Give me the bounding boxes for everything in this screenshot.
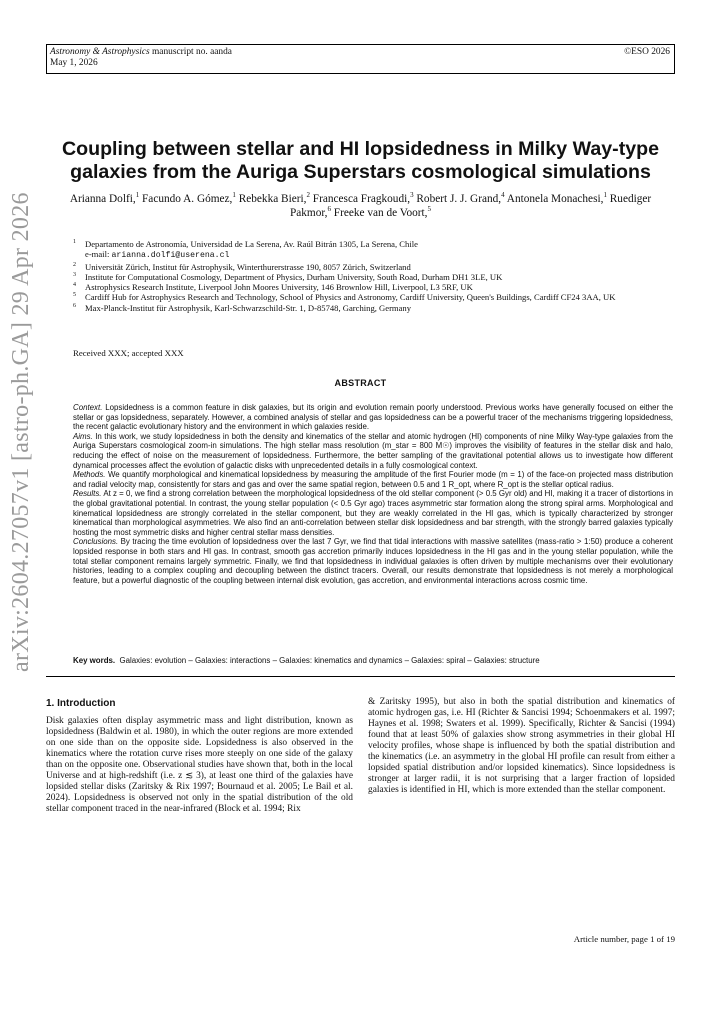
author: Arianna Dolfi,$^1$ xyxy=(69,191,140,205)
keywords: Key words. Galaxies: evolution – Galaxies: interactions – Galaxies: kinematics and dynamics – Galaxies: spiral – Galaxies: structure xyxy=(73,656,540,665)
affiliation-item: 3 Institute for Computational Cosmology, Department of Physics, Durham University, South Road, Durham DH1 3LE, UK xyxy=(73,271,503,282)
left-column-text: Disk galaxies often display asymmetric mass and light distribution, known as lopsidedness (Baldwin et al. 1980), in which the outer regions are more extended on one side than on the opposite side. Lopsidedness is also observed in the kinematics where the rotation curve rises more steeply on one side of the galaxy than on the opposite one. Observational studies have shown that, both in the local Universe and at high-redshift (i.e. z ≲ 3), at least one third of the galaxies have lopsided stellar disks (Zaritsky & Rix 1997; Bournaud et al. 2005; Le Bail et al. 2024). Lopsidedness is observed not only in the spatial distribution of the old stellar component traced in the near-infrared (Block et al. 1994; Rix xyxy=(46,716,353,814)
section-heading: 1. Introduction xyxy=(46,698,116,709)
abstract-aims: Aims. In this work, we study lopsidedness in both the density and kinematics of the stellar and atomic hydrogen (HI) components of nine Milky Way-type galaxies from the Auriga Superstars cosmological zoom-in simulations. The high stellar mass resolution (m_star = 800 M☉) improves the visibility of features in the stellar disk and halo, reducing the effect of noise on the measurement of lopsidedness. Furthermore, the better sampling of the gravitational potential allows us to investigate how different dynamical processes affect the evolution of galactic disks with unprecedented details in a fully cosmological context. xyxy=(73,431,673,470)
abstract-body xyxy=(73,403,673,585)
arxiv-stamp[interactable]: arXiv:2604.27057v1 [astro-ph.GA] 29 Apr 2026 xyxy=(8,192,34,672)
affiliation-item: 5 Cardiff Hub for Astrophysics Research and Technology, School of Physics and Astronomy, Cardiff University, Queen's Buildings, Cardiff CF24 3AA, UK xyxy=(73,292,616,303)
copyright: ©ESO 2026 xyxy=(624,47,670,57)
journal-name: Astronomy & Astrophysics xyxy=(50,47,150,57)
author: Rebekka Bieri,$^2$ xyxy=(235,191,310,205)
affiliation-item: 4 Astrophysics Research Institute, Liverpool John Moores University, 146 Brownlow Hill, Liverpool, L3 5RF, UK xyxy=(73,282,473,293)
received-date: Received XXX; accepted XXX xyxy=(73,348,184,358)
divider xyxy=(46,676,675,677)
author: Freeke van de Voort,$^5$ xyxy=(330,204,432,219)
affiliation-item: 6 Max-Planck-Institut für Astrophysik, Karl-Schwarzschild-Str. 1, D-85748, Garching, Germany xyxy=(73,302,412,313)
abstract-conclusions: Conclusions. By tracing the time evolution of lopsidedness over the last 7 Gyr, we find that tidal interactions with massive satellites (mass-ratio > 1:50) produce a coherent lopsided response in both stars and HI gas. In contrast, smooth gas accretion primarily induces lopsidedness in the HI gas and in the young stellar population, while the total stellar component remains largely symmetric. Finally, we find that lopsidedness in individual galaxies is often driven by multiple mechanisms over their evolutionary histories, leading to a complex coupling and decoupling between the distinct tracers. Overall, our results demonstrate that lopsidedness is not merely a morphological feature, but a powerful diagnostic of the coupling between internal disk evolution, gas accretion, and environmental interactions across cosmic time. xyxy=(73,537,673,585)
abstract-results: Results. At z = 0, we find a strong correlation between the morphological lopsidedness of the old stellar component (> 0.5 Gyr old) and HI, making it a tracer of distortions in the global gravitational potential. In contrast, the young stellar population (< 0.5 Gyr ago) traces asymmetric star formation along the strong spiral arms. Morphological and kinematical lopsidedness are strongly correlated in the stellar component, but they are weakly correlated in the HI gas, which is typically characterized by stronger kinematical than morphological asymmetries. We also find an anti-correlation between stellar disk lopsidedness and bar strength, with the strongly barred galaxies typically hosting the most symmetric disks and higher central stellar mass densities. xyxy=(73,489,673,537)
email-link[interactable]: arianna.dolfi@userena.cl xyxy=(111,251,230,261)
author: Ruediger Pakmor,$^6$ xyxy=(289,193,652,219)
affiliations xyxy=(73,239,673,313)
paper-title: Coupling between stellar and HI lopsidedness in Milky Way-type galaxies from the Auriga Superstars cosmological simulations xyxy=(62,138,659,183)
manuscript-number: manuscript no. aanda xyxy=(149,47,232,57)
affiliation-item: 1 Departamento de Astronomía, Universidad de La Serena, Av. Raúl Bitrán 1305, La Serena, Chile e-mail: arianna.dolfi@userena.cl xyxy=(73,239,418,261)
abstract-methods: Methods. We quantify morphological and kinematical lopsidedness by measuring the amplitude of the first Fourier mode (m = 1) of the face-on projected mass distribution and radial velocity map, consistently for stars and gas and over the same spatial region, between 0.5 and 1 R_opt, where R_opt is the stellar optical radius. xyxy=(73,470,673,489)
header-journal-info xyxy=(50,47,232,69)
author: Robert J. J. Grand,$^4$ xyxy=(413,191,505,205)
abstract-context: Context. Lopsidedness is a common feature in disk galaxies, but its origin and evolution remain poorly understood. Previous works have generally focused on either the stellar or gas lopsidedness, separately. However, a combined analysis of stellar and gas lopsidedness can be a powerful tracer of the mechanisms triggering lopsidedness, the recent galactic evolutionary history and the environment in which galaxies reside. xyxy=(73,403,673,432)
header-date: May 1, 2026 xyxy=(50,58,98,68)
right-column-text: & Zaritsky 1995), but also in both the spatial distribution and kinematics of atomic hydrogen gas, i.e. HI (Richter & Sancisi 1994; Schoenmakers et al. 1997; Haynes et al. 1998; Swaters et al. 1999). Specifically, Richter & Sancisi (1994) found that at least 50% of galaxies show strong asymmetries in their global HI velocity profiles, whose shape is influenced by both the spatial distribution and the kinematics (i.e. an asymmetry in the global HI profile can result from either a lopsided spatial distribution and/or lopsided kinematics). Since lopsidedness is stronger at larger radii, it is not surprising that a larger fraction of lopsided galaxies is identified in HI, which is more extended than the stellar component. xyxy=(368,697,675,795)
author: Facundo A. Gómez,$^1$ xyxy=(139,191,236,205)
author: Francesca Fragkoudi,$^3$ xyxy=(309,191,414,205)
abstract-heading: ABSTRACT xyxy=(334,378,387,388)
affiliation-item: 2 Universität Zürich, Institut für Astrophysik, Winterthurerstrasse 190, 8057 Zürich, Switzerland xyxy=(73,261,411,272)
author: Antonela Monachesi,$^1$ xyxy=(504,191,607,205)
page-footer: Article number, page 1 of 19 xyxy=(573,934,675,944)
author-list xyxy=(60,193,661,220)
running-header xyxy=(46,44,675,74)
